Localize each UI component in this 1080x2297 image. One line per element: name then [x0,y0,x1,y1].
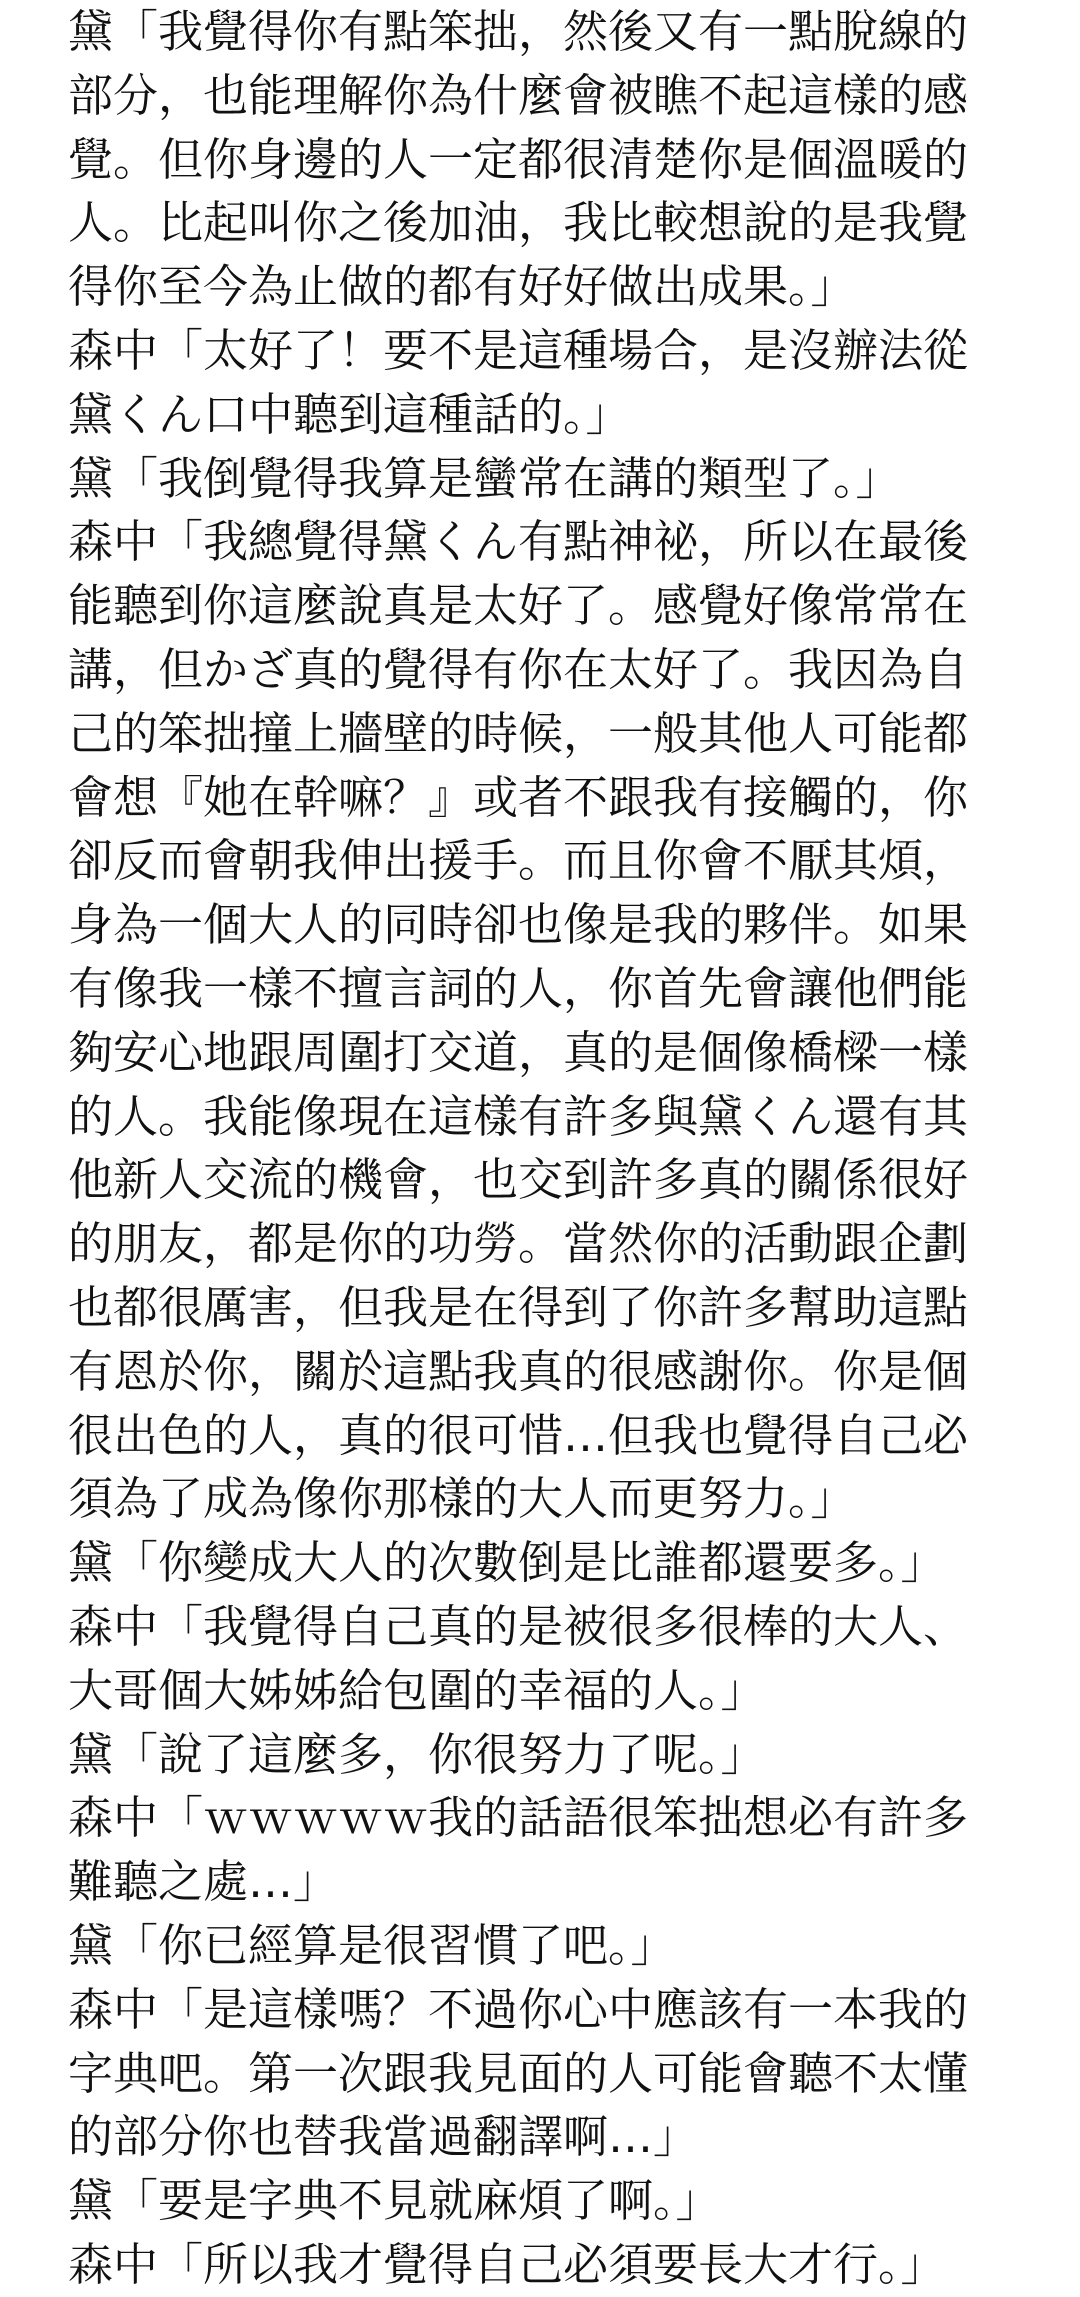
text-line: 黛くん口中聽到這種話的。」 [68,387,631,441]
text-line: 卻反而會朝我伸出援手。而且你會不厭其煩， [68,834,969,888]
text-line: 黛「你已經算是很習慣了吧。」 [68,1918,676,1972]
text-line: 森中「我總覺得黛くん有點神祕，所以在最後 [68,515,969,569]
text-line: 有像我一樣不擅言詞的人，你首先會讓他們能 [68,961,969,1015]
text-line: 很出色的人，真的很可惜…但我也覺得自己必 [68,1408,969,1462]
text-line: 部分，也能理解你為什麼會被瞧不起這樣的感 [68,68,969,122]
text-line: 也都很厲害，但我是在得到了你許多幫助這點 [68,1280,969,1334]
text-line: 森中「ｗｗｗｗｗ我的話語很笨拙想必有許多 [68,1791,969,1845]
text-line: 的部分你也替我當過翻譯啊…」 [68,2110,699,2164]
text-line: 得你至今為止做的都有好好做出成果。」 [68,260,856,314]
text-line: 大哥個大姊姊給包圍的幸福的人。」 [68,1663,766,1717]
text-line: 的人。我能像現在這樣有許多與黛くん還有其 [68,1089,969,1143]
dialogue-text [68,0,1028,2297]
text-line: 己的笨拙撞上牆壁的時候，一般其他人可能都 [68,706,969,760]
text-line: 黛「說了這麼多，你很努力了呢。」 [68,1727,766,1781]
text-line: 他新人交流的機會，也交到許多真的關係很好 [68,1153,969,1207]
text-line: 須為了成為像你那樣的大人而更努力。」 [68,1472,856,1526]
text-line: 黛「我倒覺得我算是蠻常在講的類型了。」 [68,451,901,505]
text-line: 覺。但你身邊的人一定都很清楚你是個溫暖的 [68,132,969,186]
text-line: 森中「太好了！要不是這種場合，是沒辦法從 [68,323,969,377]
text-line: 黛「要是字典不見就麻煩了啊。」 [68,2174,721,2228]
text-line: 夠安心地跟周圍打交道，真的是個像橋樑一樣 [68,1025,969,1079]
text-line: 森中「所以我才覺得自己必須要長大才行。」 [68,2237,946,2291]
text-line: 難聽之處…」 [68,1855,339,1909]
text-line: 會想『她在幹嘛？』或者不跟我有接觸的，你 [68,770,969,824]
text-line: 森中「是這樣嗎？不過你心中應該有一本我的 [68,1982,969,2036]
text-line: 人。比起叫你之後加油，我比較想說的是我覺 [68,196,969,250]
text-line: 字典吧。第一次跟我見面的人可能會聽不太懂 [68,2046,969,2100]
text-line: 能聽到你這麼說真是太好了。感覺好像常常在 [68,579,969,633]
text-line: 講，但かざ真的覺得有你在太好了。我因為自 [68,642,969,696]
text-line: 的朋友，都是你的功勞。當然你的活動跟企劃 [68,1217,969,1271]
text-line: 有恩於你，關於這點我真的很感謝你。你是個 [68,1344,969,1398]
text-line: 身為一個大人的同時卻也像是我的夥伴。如果 [68,898,969,952]
text-line: 黛「我覺得你有點笨拙，然後又有一點脫線的 [68,5,969,58]
text-line: 黛「你變成大人的次數倒是比誰都還要多。」 [68,1536,946,1590]
text-line: 森中「我覺得自己真的是被很多很棒的大人、 [68,1599,969,1653]
